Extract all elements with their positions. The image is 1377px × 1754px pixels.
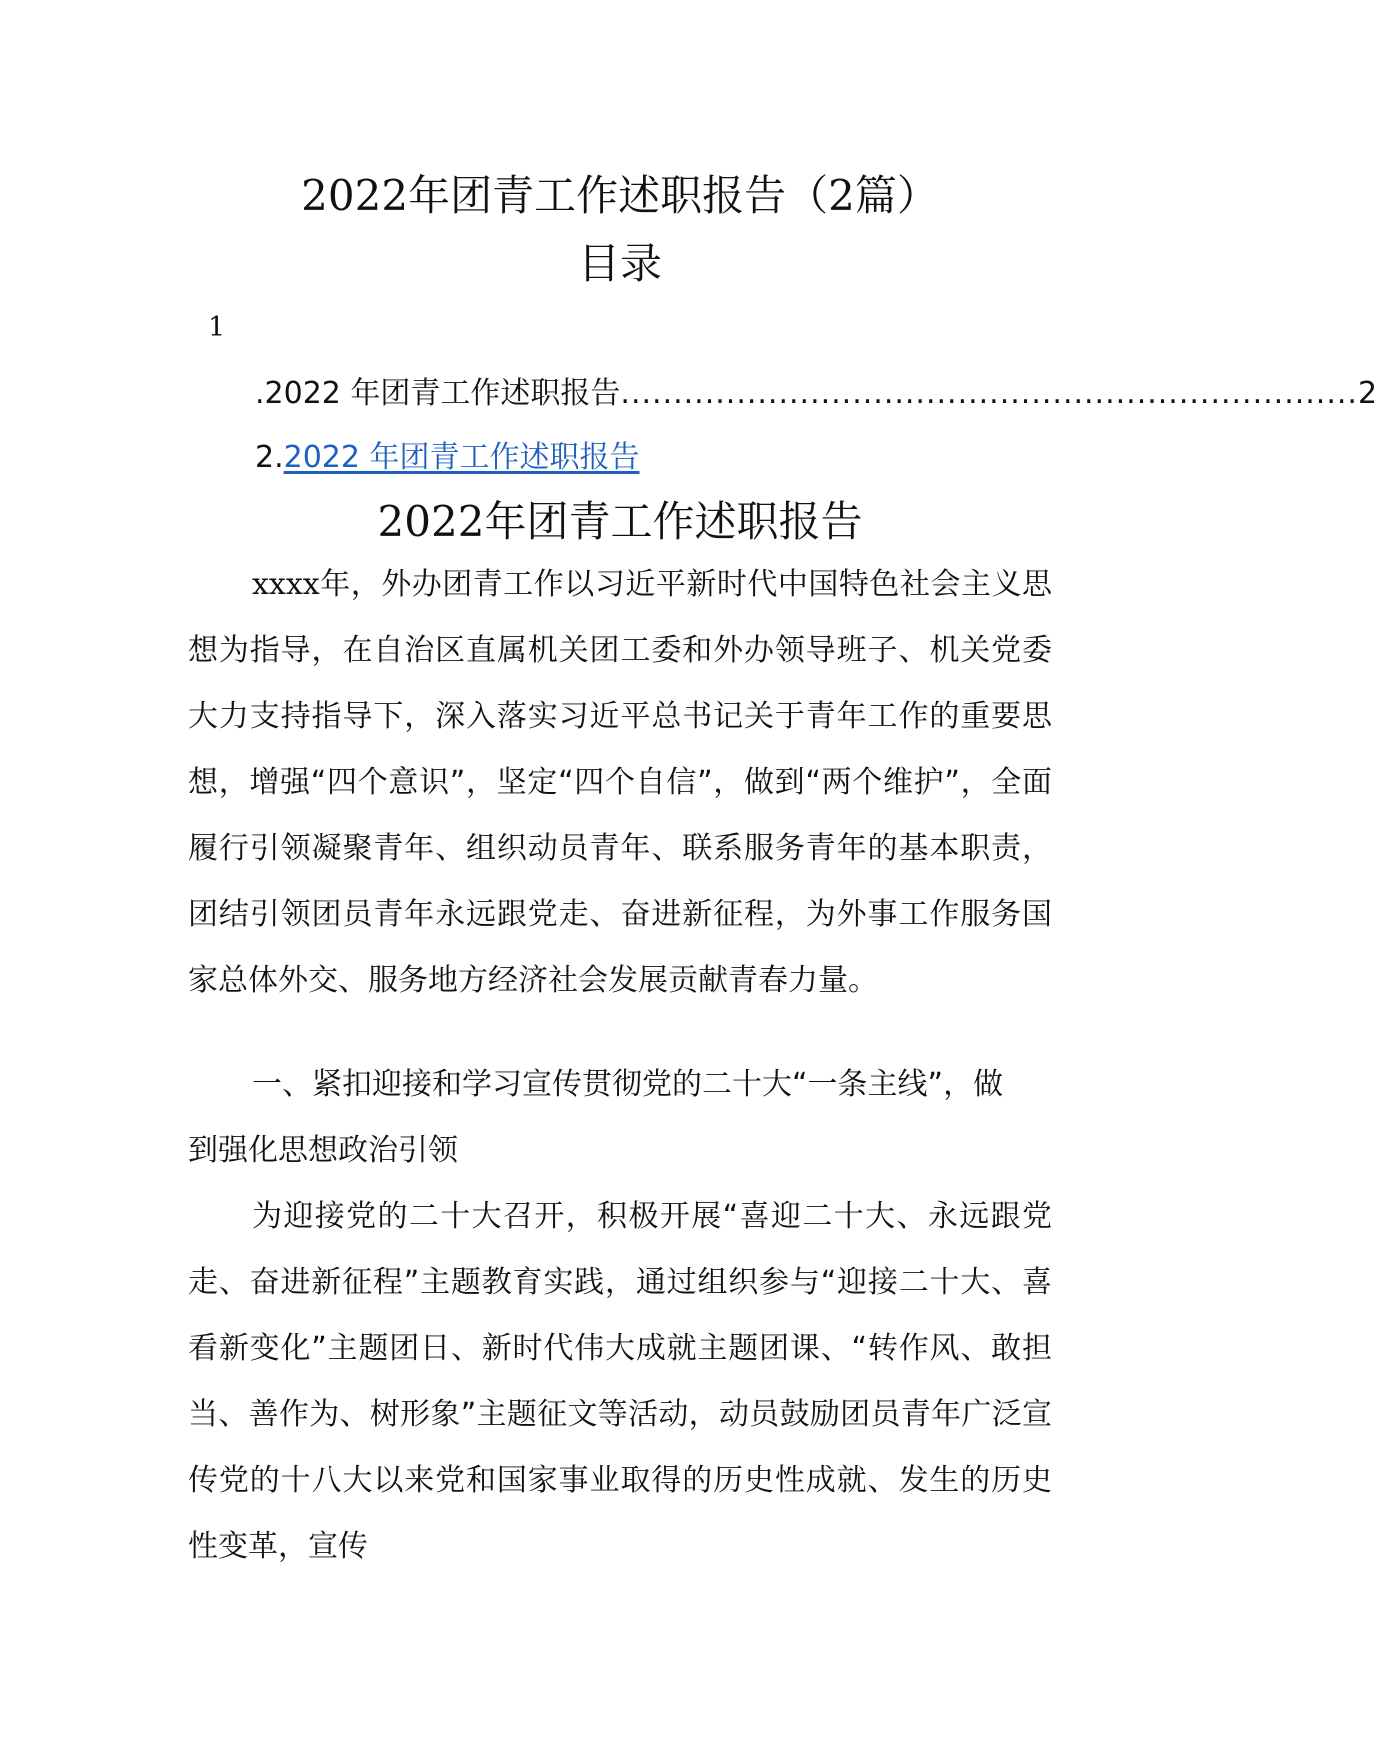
paragraph-1-text: 年，外办团青工作以习近平新时代中国特色社会主义思想为指导，在自治区直属机关团工委和外办领导班子、机关党委大力支持指导下，深入落实习近平总书记关于青年工作的重要思想，增强“四个意识”，坚定“四个自信”，做到“两个维护”，全面履行引领凝聚青年、组织动员青年、联系服务青年的基本职责，团结引领团员青年永远跟党走、奋进新征程，为外事工作服务国家总体外交、服务地方经济社会发展贡献青春力量。	[188, 567, 1052, 998]
toc-item-2-prefix: 2.	[255, 440, 284, 475]
toc-title: 目录	[577, 239, 662, 288]
document-title-count: 2	[828, 171, 855, 220]
document-title-text: 年团青工作述职报告（	[408, 171, 829, 220]
document-title-end: 篇）	[854, 171, 939, 220]
section-title-text: 年团青工作述职报告	[484, 497, 863, 546]
paragraph-1-year: xxxx	[252, 567, 320, 602]
toc-item-1[interactable]	[255, 372, 1377, 416]
section-title	[0, 492, 1240, 552]
toc-item-2	[255, 436, 640, 480]
toc-item-1-leader-dots: ......................................................................	[620, 376, 1358, 411]
document-title	[0, 166, 1240, 226]
paragraph-1	[188, 552, 1052, 1014]
toc-number: 1	[208, 312, 226, 343]
paragraph-2	[188, 1184, 1052, 1580]
toc-item-2-link[interactable]: 2022 年团青工作述职报告	[283, 440, 640, 475]
toc-item-1-label: .2022 年团青工作述职报告	[255, 376, 621, 411]
toc-item-1-page: 2	[1357, 376, 1377, 411]
section-heading-1: 一、紧扣迎接和学习宣传贯彻党的二十大“一条主线”，做到强化思想政治引领	[188, 1067, 1004, 1168]
paragraph-2-text: 为迎接党的二十大召开，积极开展“喜迎二十大、永远跟党走、奋进新征程”主题教育实践，通过组织参与“迎接二十大、喜看新变化”主题团日、新时代伟大成就主题团课、“转作风、敢担当、善作为、树形象”主题征文等活动，动员鼓励团员青年广泛宣传党的十八大以来党和国家事业取得的历史性成就、发生的历史性变革，宣传	[188, 1199, 1052, 1564]
section-title-year: 2022	[377, 497, 485, 546]
document-title-year: 2022	[301, 171, 409, 220]
